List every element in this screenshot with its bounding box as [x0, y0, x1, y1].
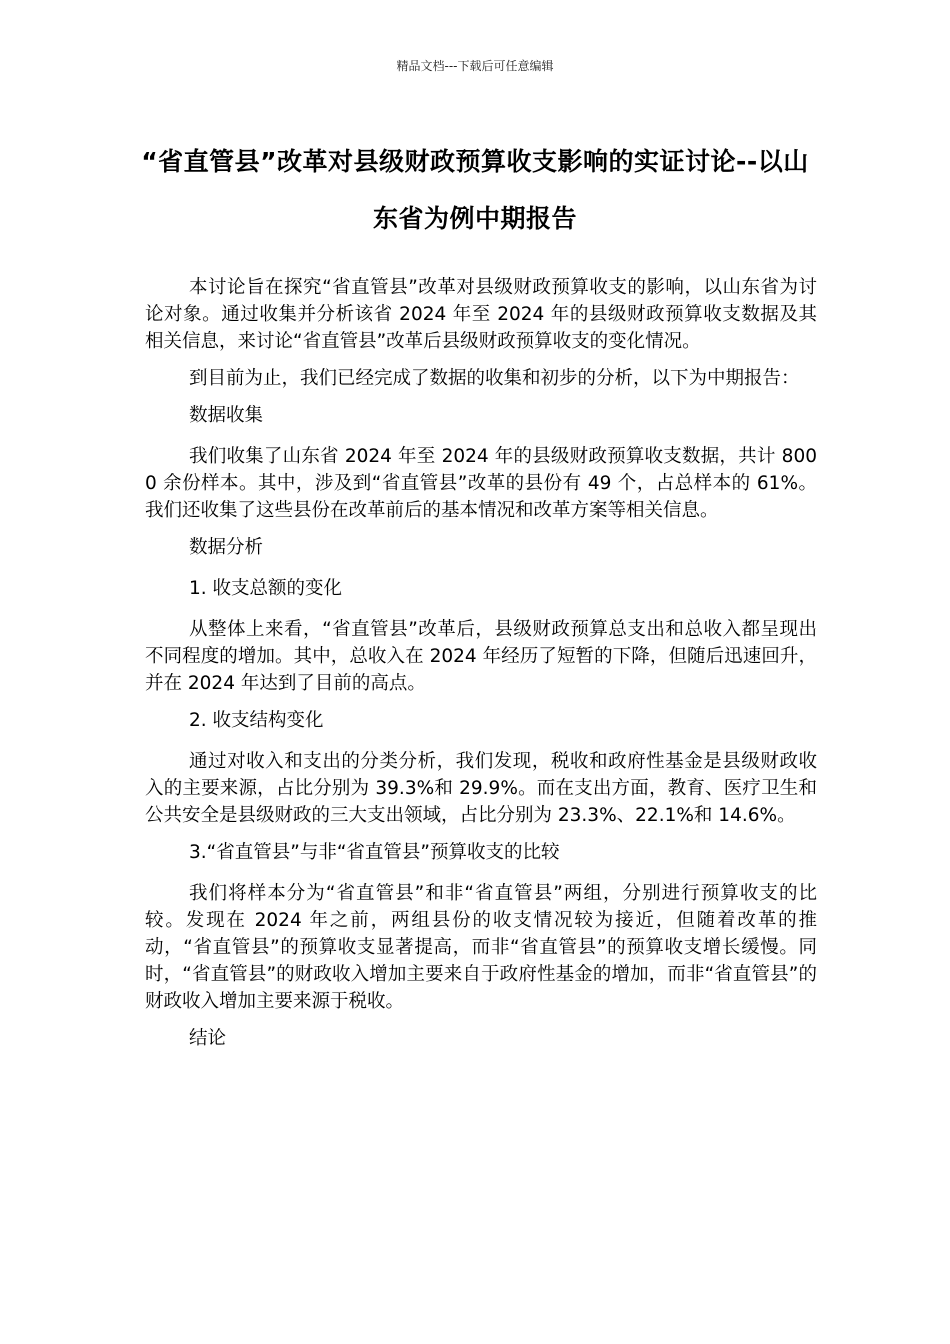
intro-paragraph: 本讨论旨在探究“省直管县”改革对县级财政预算收支的影响，以山东省为讨论对象。通过收集并分析该省 2024 年至 2024 年的县级财政预算收支数据及其相关信息，来讨论“省直管县”改革后县级财政预算收支的变化情况。: [145, 277, 817, 352]
page-header: 精品文档---下载后可任意编辑: [396, 59, 554, 73]
document-body: [145, 274, 817, 1066]
section-heading-data-collection: 数据收集: [189, 405, 264, 426]
subsection-heading-total-change: 1. 收支总额的变化: [189, 578, 343, 599]
total-change-paragraph: 从整体上来看，“省直管县”改革后，县级财政预算总支出和总收入都呈现出不同程度的增加。其中，总收入在 2024 年经历了短暂的下降，但随后迅速回升，并在 2024 年达到了目前的高点。: [145, 619, 817, 694]
subsection-heading-comparison: 3.“省直管县”与非“省直管县”预算收支的比较: [189, 842, 560, 863]
structure-change-paragraph: 通过对收入和支出的分类分析，我们发现，税收和政府性基金是县级财政收入的主要来源，占比分别为 39.3%和 29.9%。而在支出方面，教育、医疗卫生和公共安全是县级财政的三大支出领域，占比分别为 23.3%、22.1%和 14.6%。: [145, 751, 817, 826]
progress-paragraph: 到目前为止，我们已经完成了数据的收集和初步的分析，以下为中期报告：: [189, 368, 800, 389]
data-collection-paragraph: 我们收集了山东省 2024 年至 2024 年的县级财政预算收支数据，共计 8000 余份样本。其中，涉及到“省直管县”改革的县份有 49 个，占总样本的 61%。我们还收集了这些县份在改革前后的基本情况和改革方案等相关信息。: [145, 446, 817, 521]
subsection-heading-structure-change: 2. 收支结构变化: [189, 710, 324, 731]
section-heading-data-analysis: 数据分析: [189, 537, 264, 558]
section-heading-conclusion: 结论: [189, 1028, 227, 1049]
comparison-paragraph: 我们将样本分为“省直管县”和非“省直管县”两组，分别进行预算收支的比较。发现在 2024 年之前，两组县份的收支情况较为接近，但随着改革的推动，“省直管县”的预算收支显著提高，而非“省直管县”的预算收支增长缓慢。同时，“省直管县”的财政收入增加主要来自于政府性基金的增加，而非“省直管县”的财政收入增加主要来源于税收。: [145, 883, 817, 1012]
document-title: “省直管县”改革对县级财政预算收支影响的实证讨论--以山东省为例中期报告: [141, 147, 809, 233]
